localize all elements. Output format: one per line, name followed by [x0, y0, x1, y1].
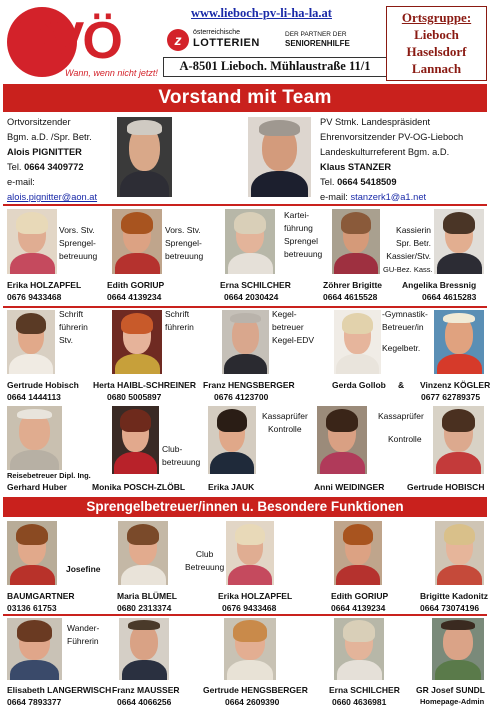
president-left-phone: 0664 3409772 [24, 162, 84, 172]
photo-gerda-gollob [334, 310, 381, 374]
photo-josef-sundl [432, 618, 484, 680]
role-line: Kartei- [284, 210, 310, 220]
photo-erna-schilcher-2 [334, 618, 384, 680]
person-name: Elisabeth LANGERWISCH [7, 685, 112, 695]
person-name: Gerda Gollob [332, 380, 386, 390]
photo-erika-jauk [208, 406, 256, 474]
president-right-role: Ehrenvorsitzender PV-OG-Lieboch [320, 132, 464, 142]
person-phone: 0664 4615283 [422, 292, 477, 302]
role-text [59, 224, 97, 263]
person-phone: 0680 5005897 [107, 392, 162, 402]
person-name: Erika JAUK [208, 482, 255, 492]
photo-erna-schilcher [225, 209, 275, 274]
photo-franz-hengsberger [222, 310, 269, 374]
person-name: Erika HOLZAPFEL [218, 591, 293, 601]
role-text [185, 548, 224, 574]
role-line: Spr. Betr. [396, 238, 431, 248]
role-line: Kegel- [272, 309, 297, 319]
photo-elisabeth-langerwisch [7, 618, 62, 680]
person-name: Erna SCHILCHER [220, 280, 291, 290]
person-name: Brigitte Kadonitz [420, 591, 488, 601]
role-line: Sprengel- [59, 238, 96, 248]
tel-label: Tel. [320, 177, 335, 187]
photo-maria-bluemel [118, 521, 168, 585]
tel-label: Tel. [7, 162, 22, 172]
photo-anni-weidinger [317, 406, 367, 474]
person-phone: 0664 4615528 [323, 292, 378, 302]
person-name: Monika POSCH-ZLÖBL [92, 482, 186, 492]
person-phone: 0664 73074196 [420, 603, 480, 613]
president-right-role: PV Stmk. Landespräsident [320, 117, 431, 127]
section-title-sprengelbetreuer: Sprengelbetreuer/innen u. Besondere Funktionen [3, 497, 487, 517]
person-phone: 0680 2313374 [117, 603, 172, 613]
person-phone: 03136 61753 [7, 603, 57, 613]
role-line: Kassierin [396, 225, 431, 235]
person-name: Herta HAIBL-SCHREINER [93, 380, 196, 390]
person-phone: 0664 1444113 [7, 392, 61, 402]
person-name: Gertrude HOBISCH [407, 482, 485, 492]
role-line: betreuung [162, 457, 201, 467]
role-line: Kontrolle [268, 424, 302, 434]
photo-angelika-bressnig [434, 209, 484, 274]
photo-klaus-stanzer [248, 117, 311, 197]
role-line: betreuer [272, 322, 304, 332]
role-text [162, 443, 200, 469]
photo-gerhard-huber [7, 406, 62, 470]
email-label: e-mail: [320, 192, 348, 202]
person-name: Vinzenz KÖGLER [420, 380, 490, 390]
divider [3, 614, 487, 616]
president-right-phone: 0664 5418509 [337, 177, 397, 187]
person-name: Franz MAUSSER [112, 685, 180, 695]
president-left-name: Alois PIGNITTER [7, 147, 82, 157]
president-right-role: Landeskulturreferent Bgm. a.D. [320, 147, 450, 157]
role-line: Kassaprüfer [378, 411, 424, 421]
ortsgruppe-title: Ortsgruppe: [401, 10, 472, 25]
address: A-8501 Lieboch. Mühlaustraße 11/1 [163, 57, 387, 77]
role-text [382, 308, 428, 355]
role-text [67, 622, 99, 648]
person-firstname: Josefine [66, 564, 101, 574]
person-name: BAUMGARTNER [7, 591, 75, 601]
president-left-role: Bgm. a.D. /Spr. Betr. [7, 132, 92, 142]
role-line: GU-Bez. Kass. [383, 265, 433, 274]
pvo-logo [5, 5, 160, 81]
president-right-email-link[interactable]: stanzerk1@a1.net [350, 192, 427, 202]
role-line: Kegelbetr. [382, 343, 421, 353]
logo-text: PVÖ [17, 12, 121, 70]
person-name: Edith GORIUP [107, 280, 165, 290]
email-label: e-mail: [7, 177, 35, 187]
photo-edith-goriup [112, 209, 162, 274]
person-name: Anni WEIDINGER [314, 482, 385, 492]
person-phone: 0664 4066256 [117, 697, 172, 707]
ortsgruppe-place: Lannach [411, 61, 462, 76]
lotterien-ball-icon: z [167, 29, 189, 51]
ortsgruppe-place: Lieboch [414, 27, 459, 42]
role-text [59, 308, 88, 347]
photo-brigitte-kadonitz [435, 521, 484, 585]
role-text [165, 224, 203, 263]
person-phone: 0676 9433468 [222, 603, 277, 613]
role-line: Sprengel- [165, 238, 202, 248]
role-line: Schrift [165, 309, 190, 319]
lotto-line2: LOTTERIEN [193, 37, 260, 49]
photo-vinzenz-koegler [434, 310, 484, 374]
photo-gertrude-hobisch [7, 310, 55, 374]
role-line: Kassaprüfer [262, 411, 308, 421]
person-name: Gertrude HENGSBERGER [203, 685, 308, 695]
photo-erika-holzapfel [7, 209, 57, 274]
photo-gertrude-hengsberger [224, 618, 276, 680]
person-phone: 0664 2609390 [225, 697, 280, 707]
ortsgruppe-place: Haselsdorf [406, 44, 467, 59]
lotto-partner2: SENIORENHILFE [285, 39, 350, 48]
lotto-partner1: DER PARTNER DER [285, 31, 347, 38]
photo-zoehrer-brigitte [332, 209, 380, 274]
person-name: Angelika Bressnig [402, 280, 477, 290]
person-phone: 0676 4123700 [214, 392, 269, 402]
role-line: führerin [59, 322, 88, 332]
photo-franz-mausser [119, 618, 169, 680]
president-left-info [7, 115, 97, 205]
role-line: Kontrolle [388, 434, 422, 444]
president-right-info [320, 115, 463, 205]
role-text [165, 308, 194, 334]
person-phone: 0664 4139234 [107, 292, 162, 302]
person-name: Gerhard Huber [7, 482, 67, 492]
president-right-name: Klaus STANZER [320, 162, 392, 172]
role-text [383, 224, 431, 276]
person-name: Gertrude Hobisch [7, 380, 79, 390]
person-phone: 0660 4636981 [332, 697, 387, 707]
logo-slogan: Wann, wenn nicht jetzt! [65, 68, 158, 78]
role-line: Betreuung [185, 562, 225, 572]
lotto-line1: österreichische [193, 29, 241, 36]
person-name: Franz HENGSBERGER [203, 380, 295, 390]
photo-herta-haibl-schreiner [112, 310, 162, 374]
person-phone: 0664 7893377 [7, 697, 62, 707]
person-phone: 0677 62789375 [421, 392, 481, 402]
role-text: Reisebetreuer Dipl. Ing. [7, 471, 91, 480]
role-line: Stv. [59, 335, 74, 345]
person-name: Edith GORIUP [331, 591, 389, 601]
role-line: führerin [165, 322, 194, 332]
role-line: betreuung [284, 249, 323, 259]
role-line: Betreuer/in [382, 322, 424, 332]
website-link[interactable]: www.lieboch-pv-li-ha-la.at [191, 6, 332, 20]
role-text [284, 209, 322, 261]
role-line: betreuung [59, 251, 98, 261]
role-line: führung [284, 223, 313, 233]
person-phone: 0664 2030424 [224, 292, 279, 302]
photo-monika-posch-zloebl [112, 406, 159, 474]
photo-alois-pignitter [117, 117, 172, 197]
photo-gertrude-hobisch-2 [433, 406, 484, 474]
person-name: Zöhrer Brigitte [323, 280, 383, 290]
person-name: Maria BLÜMEL [117, 591, 177, 601]
section-title-vorstand: Vorstand mit Team [3, 84, 487, 112]
photo-josefine-baumgartner [7, 521, 57, 585]
role-line: Sprengel [284, 236, 319, 246]
president-left-email-link[interactable]: alois.pignitter@aon.at [7, 192, 98, 202]
role-text: Homepage-Admin [420, 697, 485, 706]
divider [3, 204, 487, 206]
role-line: Kassier/Stv. [386, 251, 431, 261]
role-line: Vors. Stv. [59, 225, 95, 235]
role-line: -Gymnastik- [382, 309, 428, 319]
role-line: Club [195, 549, 214, 559]
role-line: Vors. Stv. [165, 225, 201, 235]
role-line: Führerin [67, 636, 99, 646]
president-left-role: Ortvorsitzender [7, 117, 71, 127]
person-name: Erika HOLZAPFEL [7, 280, 82, 290]
photo-edith-goriup-2 [334, 521, 382, 585]
ampersand: & [398, 380, 405, 390]
role-text [272, 308, 314, 347]
role-line: betreuung [165, 251, 204, 261]
role-text [262, 410, 308, 436]
photo-erika-holzapfel-2 [226, 521, 274, 585]
ortsgruppe-box [386, 6, 487, 81]
person-phone: 0664 4139234 [331, 603, 386, 613]
lotterien-logo [167, 29, 367, 51]
role-line: Club- [162, 444, 183, 454]
role-line: Wander- [67, 623, 100, 633]
person-phone: 0676 9433468 [7, 292, 62, 302]
person-name: GR Josef SUNDL [416, 685, 485, 695]
role-line: Kegel-EDV [272, 335, 315, 345]
role-text [378, 410, 424, 446]
page-header [3, 3, 487, 83]
role-line: Schrift [59, 309, 84, 319]
person-name: Erna SCHILCHER [329, 685, 400, 695]
